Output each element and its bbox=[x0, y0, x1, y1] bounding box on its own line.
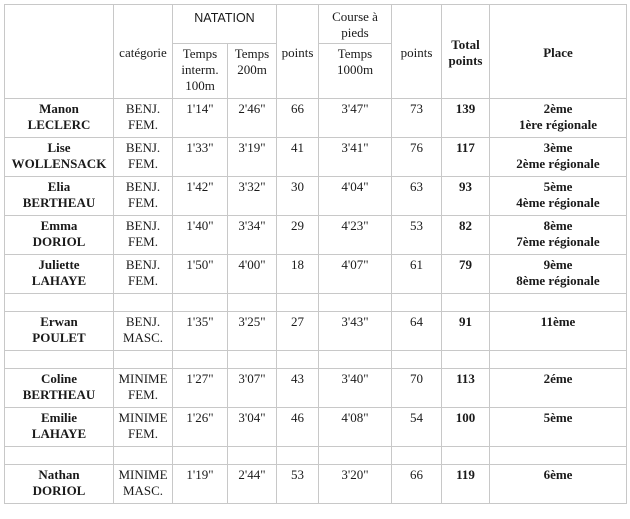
points-run-cell bbox=[392, 177, 442, 216]
place-cell-text: 2ème régionale bbox=[516, 156, 600, 171]
categorie-cell-text: FEM. bbox=[128, 156, 158, 171]
total-points-cell-text: 113 bbox=[456, 371, 475, 386]
temps-1000m-cell bbox=[319, 99, 392, 138]
points-run-cell-text: 53 bbox=[410, 218, 423, 233]
temps-1000m-cell bbox=[319, 177, 392, 216]
categorie-cell-text: BENJ. bbox=[125, 179, 161, 194]
place-cell-text: 7ème régionale bbox=[516, 234, 600, 249]
categorie-cell-text: FEM. bbox=[128, 387, 158, 402]
place-cell-text: 2éme bbox=[543, 371, 573, 386]
table-row bbox=[5, 99, 627, 138]
categorie-cell-text: BENJ. bbox=[125, 314, 161, 329]
temps-200m-cell-text: 2'46" bbox=[238, 101, 266, 116]
place-cell-text: 5ème bbox=[543, 179, 573, 194]
spacer-cell bbox=[277, 294, 319, 312]
temps-1000m-cell bbox=[319, 465, 392, 504]
place-cell-text: 4ème régionale bbox=[516, 195, 600, 210]
athlete-name bbox=[5, 408, 114, 447]
spacer-cell bbox=[392, 351, 442, 369]
header-points-swim: points bbox=[277, 5, 319, 99]
total-points-cell-text: 91 bbox=[459, 314, 472, 329]
spacer-cell bbox=[114, 351, 173, 369]
total-points-cell-text: 82 bbox=[459, 218, 472, 233]
points-swim-cell-text: 18 bbox=[291, 257, 304, 272]
table-row bbox=[5, 177, 627, 216]
spacer-cell bbox=[228, 351, 277, 369]
temps-1000m-cell bbox=[319, 216, 392, 255]
categorie-cell-text: BENJ. bbox=[125, 140, 161, 155]
temps-200m-cell-text: 3'32" bbox=[238, 179, 266, 194]
header-course: Course à pieds bbox=[319, 5, 392, 44]
temps-interm-cell-text: 1'27" bbox=[186, 371, 214, 386]
spacer-row bbox=[5, 351, 627, 369]
temps-200m-cell-text: 3'04" bbox=[238, 410, 266, 425]
temps-200m-cell bbox=[228, 216, 277, 255]
points-swim-cell bbox=[277, 408, 319, 447]
temps-200m-cell bbox=[228, 177, 277, 216]
spacer-cell bbox=[319, 447, 392, 465]
points-swim-cell bbox=[277, 465, 319, 504]
points-run-cell bbox=[392, 312, 442, 351]
total-points-cell-text: 93 bbox=[459, 179, 472, 194]
points-swim-cell-text: 41 bbox=[291, 140, 304, 155]
points-swim-cell bbox=[277, 312, 319, 351]
header-name-blank bbox=[5, 5, 114, 99]
categorie-cell-text: BENJ. bbox=[125, 101, 161, 116]
temps-1000m-cell-text: 4'04" bbox=[341, 179, 369, 194]
athlete-name bbox=[5, 99, 114, 138]
place-cell-text: 8ème régionale bbox=[516, 273, 600, 288]
temps-200m-cell-text: 4'00" bbox=[238, 257, 266, 272]
points-run-cell-text: 76 bbox=[410, 140, 423, 155]
place-cell bbox=[490, 99, 627, 138]
spacer-cell bbox=[442, 447, 490, 465]
header-points-run: points bbox=[392, 5, 442, 99]
points-run-cell bbox=[392, 408, 442, 447]
total-points-cell bbox=[442, 369, 490, 408]
temps-200m-cell bbox=[228, 138, 277, 177]
place-cell-text: 6ème bbox=[543, 467, 573, 482]
points-run-cell bbox=[392, 138, 442, 177]
temps-interm-cell-text: 1'40" bbox=[186, 218, 214, 233]
spacer-row bbox=[5, 294, 627, 312]
temps-1000m-cell bbox=[319, 408, 392, 447]
spacer-cell bbox=[392, 447, 442, 465]
place-cell bbox=[490, 312, 627, 351]
place-cell-text: 3ème bbox=[543, 140, 573, 155]
points-swim-cell-text: 46 bbox=[291, 410, 304, 425]
athlete-name-text: Nathan bbox=[38, 467, 80, 482]
total-points-cell bbox=[442, 408, 490, 447]
points-run-cell bbox=[392, 369, 442, 408]
spacer-cell bbox=[114, 294, 173, 312]
points-run-cell-text: 70 bbox=[410, 371, 423, 386]
place-cell-text: 5ème bbox=[543, 410, 573, 425]
spacer-cell bbox=[319, 294, 392, 312]
categorie-cell-text: MASC. bbox=[122, 330, 164, 345]
athlete-name bbox=[5, 465, 114, 504]
spacer-cell bbox=[490, 351, 627, 369]
temps-200m-cell bbox=[228, 369, 277, 408]
temps-interm-cell-text: 1'26" bbox=[186, 410, 214, 425]
spacer-cell bbox=[442, 294, 490, 312]
points-swim-cell-text: 30 bbox=[291, 179, 304, 194]
place-cell bbox=[490, 138, 627, 177]
temps-interm-cell bbox=[173, 255, 228, 294]
athlete-name-text: Juliette bbox=[38, 257, 80, 272]
spacer-cell bbox=[319, 351, 392, 369]
temps-1000m-cell-text: 3'20" bbox=[341, 467, 369, 482]
points-swim-cell-text: 27 bbox=[291, 314, 304, 329]
athlete-name-text: Emilie bbox=[40, 410, 78, 425]
temps-interm-cell-text: 1'35" bbox=[186, 314, 214, 329]
categorie-cell-text: MINIME bbox=[118, 410, 168, 425]
points-run-cell bbox=[392, 99, 442, 138]
place-cell bbox=[490, 216, 627, 255]
athlete-name-text: Lise bbox=[47, 140, 71, 155]
total-points-cell-text: 100 bbox=[455, 410, 476, 425]
spacer-cell bbox=[490, 447, 627, 465]
temps-1000m-cell bbox=[319, 369, 392, 408]
header-place: Place bbox=[490, 5, 627, 99]
athlete-name-text: Coline bbox=[40, 371, 78, 386]
header-temps-interm: Temps interm. 100m bbox=[173, 44, 228, 99]
total-points-cell-text: 139 bbox=[455, 101, 476, 116]
total-points-cell-text: 79 bbox=[459, 257, 472, 272]
athlete-name bbox=[5, 255, 114, 294]
spacer-cell bbox=[442, 351, 490, 369]
place-cell-text: 9ème bbox=[543, 257, 573, 272]
total-points-cell bbox=[442, 255, 490, 294]
place-cell-text: 11ème bbox=[540, 314, 576, 329]
categorie-cell bbox=[114, 312, 173, 351]
athlete-name-text: POULET bbox=[32, 330, 86, 345]
total-points-cell bbox=[442, 465, 490, 504]
athlete-name-text: BERTHEAU bbox=[22, 195, 96, 210]
athlete-name-text: LAHAYE bbox=[31, 273, 87, 288]
temps-1000m-cell-text: 3'40" bbox=[341, 371, 369, 386]
temps-interm-cell bbox=[173, 312, 228, 351]
temps-interm-cell-text: 1'42" bbox=[186, 179, 214, 194]
temps-1000m-cell-text: 4'23" bbox=[341, 218, 369, 233]
temps-interm-cell bbox=[173, 408, 228, 447]
table-header bbox=[5, 5, 627, 99]
temps-1000m-cell bbox=[319, 312, 392, 351]
points-run-cell bbox=[392, 255, 442, 294]
points-swim-cell-text: 53 bbox=[291, 467, 304, 482]
temps-200m-cell-text: 3'07" bbox=[238, 371, 266, 386]
temps-interm-cell-text: 1'33" bbox=[186, 140, 214, 155]
temps-200m-cell-text: 3'34" bbox=[238, 218, 266, 233]
categorie-cell-text: MINIME bbox=[118, 371, 168, 386]
table-row bbox=[5, 465, 627, 504]
header-temps-200m: Temps 200m bbox=[228, 44, 277, 99]
athlete-name-text: Elia bbox=[47, 179, 71, 194]
table-row bbox=[5, 369, 627, 408]
spacer-cell bbox=[392, 294, 442, 312]
temps-200m-cell bbox=[228, 312, 277, 351]
athlete-name bbox=[5, 177, 114, 216]
categorie-cell bbox=[114, 369, 173, 408]
categorie-cell-text: FEM. bbox=[128, 426, 158, 441]
temps-interm-cell bbox=[173, 99, 228, 138]
categorie-cell-text: BENJ. bbox=[125, 257, 161, 272]
points-swim-cell bbox=[277, 216, 319, 255]
temps-200m-cell bbox=[228, 255, 277, 294]
table-row bbox=[5, 216, 627, 255]
total-points-cell-text: 119 bbox=[456, 467, 475, 482]
table-row bbox=[5, 408, 627, 447]
total-points-cell bbox=[442, 138, 490, 177]
categorie-cell-text: MASC. bbox=[122, 483, 164, 498]
athlete-name-text: BERTHEAU bbox=[22, 387, 96, 402]
total-points-cell bbox=[442, 99, 490, 138]
points-swim-cell-text: 66 bbox=[291, 101, 304, 116]
total-points-cell bbox=[442, 216, 490, 255]
place-cell bbox=[490, 369, 627, 408]
athlete-name-text: DORIOL bbox=[32, 483, 86, 498]
temps-interm-cell bbox=[173, 369, 228, 408]
points-swim-cell bbox=[277, 138, 319, 177]
athlete-name bbox=[5, 312, 114, 351]
spacer-cell bbox=[228, 447, 277, 465]
categorie-cell bbox=[114, 177, 173, 216]
spacer-cell bbox=[114, 447, 173, 465]
spacer-cell bbox=[277, 351, 319, 369]
spacer-cell bbox=[277, 447, 319, 465]
categorie-cell bbox=[114, 216, 173, 255]
athlete-name bbox=[5, 138, 114, 177]
categorie-cell-text: MINIME bbox=[118, 467, 168, 482]
spacer-cell bbox=[5, 294, 114, 312]
table-body bbox=[5, 99, 627, 504]
total-points-cell-text: 117 bbox=[456, 140, 475, 155]
temps-interm-cell bbox=[173, 216, 228, 255]
header-natation: NATATION bbox=[173, 5, 277, 44]
categorie-cell-text: FEM. bbox=[128, 234, 158, 249]
header-temps-1000m: Temps 1000m bbox=[319, 44, 392, 99]
athlete-name-text: Emma bbox=[40, 218, 78, 233]
spacer-row bbox=[5, 447, 627, 465]
temps-200m-cell-text: 3'25" bbox=[238, 314, 266, 329]
points-swim-cell bbox=[277, 99, 319, 138]
points-run-cell-text: 73 bbox=[410, 101, 423, 116]
athlete-name-text: WOLLENSACK bbox=[11, 156, 107, 171]
points-run-cell-text: 66 bbox=[410, 467, 423, 482]
spacer-cell bbox=[228, 294, 277, 312]
athlete-name-text: LECLERC bbox=[27, 117, 91, 132]
temps-1000m-cell-text: 3'41" bbox=[341, 140, 369, 155]
categorie-cell-text: FEM. bbox=[128, 117, 158, 132]
total-points-cell bbox=[442, 177, 490, 216]
header-categorie: catégorie bbox=[114, 5, 173, 99]
temps-interm-cell bbox=[173, 138, 228, 177]
categorie-cell bbox=[114, 255, 173, 294]
temps-1000m-cell-text: 3'43" bbox=[341, 314, 369, 329]
categorie-cell-text: BENJ. bbox=[125, 218, 161, 233]
categorie-cell bbox=[114, 138, 173, 177]
categorie-cell-text: FEM. bbox=[128, 195, 158, 210]
place-cell bbox=[490, 465, 627, 504]
temps-200m-cell-text: 2'44" bbox=[238, 467, 266, 482]
spacer-cell bbox=[173, 294, 228, 312]
temps-1000m-cell bbox=[319, 138, 392, 177]
table-row bbox=[5, 138, 627, 177]
temps-200m-cell-text: 3'19" bbox=[238, 140, 266, 155]
points-run-cell-text: 64 bbox=[410, 314, 423, 329]
categorie-cell-text: FEM. bbox=[128, 273, 158, 288]
points-run-cell-text: 63 bbox=[410, 179, 423, 194]
temps-200m-cell bbox=[228, 465, 277, 504]
categorie-cell bbox=[114, 408, 173, 447]
table-row bbox=[5, 312, 627, 351]
athlete-name bbox=[5, 369, 114, 408]
points-swim-cell-text: 29 bbox=[291, 218, 304, 233]
athlete-name-text: Manon bbox=[39, 101, 79, 116]
spacer-cell bbox=[490, 294, 627, 312]
spacer-cell bbox=[5, 447, 114, 465]
place-cell bbox=[490, 255, 627, 294]
header-total-points: Total points bbox=[442, 5, 490, 99]
place-cell-text: 2ème bbox=[543, 101, 573, 116]
spacer-cell bbox=[5, 351, 114, 369]
temps-1000m-cell-text: 4'07" bbox=[341, 257, 369, 272]
temps-interm-cell-text: 1'50" bbox=[186, 257, 214, 272]
place-cell-text: 1ère régionale bbox=[518, 117, 598, 132]
athlete-name-text: LAHAYE bbox=[31, 426, 87, 441]
spacer-cell bbox=[173, 351, 228, 369]
place-cell bbox=[490, 177, 627, 216]
place-cell bbox=[490, 408, 627, 447]
temps-200m-cell bbox=[228, 99, 277, 138]
points-swim-cell bbox=[277, 177, 319, 216]
points-run-cell bbox=[392, 465, 442, 504]
points-run-cell-text: 61 bbox=[410, 257, 423, 272]
points-run-cell-text: 54 bbox=[410, 410, 423, 425]
points-swim-cell-text: 43 bbox=[291, 371, 304, 386]
athlete-name-text: Erwan bbox=[40, 314, 78, 329]
athlete-name-text: DORIOL bbox=[32, 234, 86, 249]
place-cell-text: 8ème bbox=[543, 218, 573, 233]
temps-1000m-cell-text: 3'47" bbox=[341, 101, 369, 116]
temps-200m-cell bbox=[228, 408, 277, 447]
total-points-cell bbox=[442, 312, 490, 351]
temps-interm-cell bbox=[173, 465, 228, 504]
categorie-cell bbox=[114, 99, 173, 138]
points-swim-cell bbox=[277, 255, 319, 294]
temps-interm-cell bbox=[173, 177, 228, 216]
temps-interm-cell-text: 1'19" bbox=[186, 467, 214, 482]
results-table bbox=[4, 4, 627, 504]
points-run-cell bbox=[392, 216, 442, 255]
temps-1000m-cell bbox=[319, 255, 392, 294]
categorie-cell bbox=[114, 465, 173, 504]
spacer-cell bbox=[173, 447, 228, 465]
temps-interm-cell-text: 1'14" bbox=[186, 101, 214, 116]
table-row bbox=[5, 255, 627, 294]
athlete-name bbox=[5, 216, 114, 255]
points-swim-cell bbox=[277, 369, 319, 408]
temps-1000m-cell-text: 4'08" bbox=[341, 410, 369, 425]
